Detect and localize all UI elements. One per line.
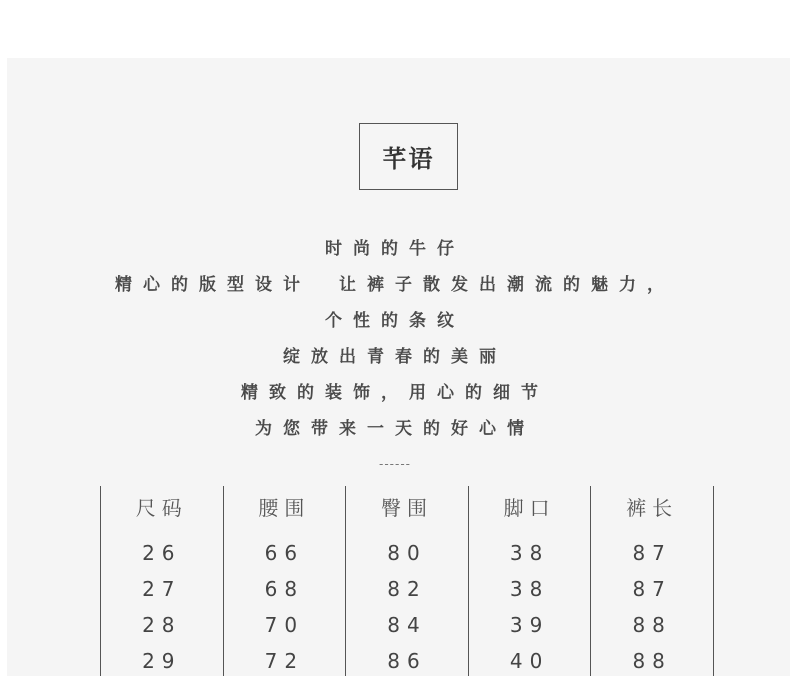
size-table bbox=[100, 486, 714, 676]
table-cell: 38 bbox=[509, 577, 550, 601]
table-cell: 39 bbox=[509, 613, 550, 637]
table-cell: 28 bbox=[142, 613, 182, 637]
hip-column bbox=[345, 486, 468, 676]
column-header: 腰围 bbox=[258, 496, 311, 520]
table-cell: 88 bbox=[632, 649, 672, 673]
leg-opening-column bbox=[468, 486, 591, 676]
intro-line-4: 绽放出青春的美丽 bbox=[283, 347, 507, 367]
table-cell: 27 bbox=[142, 577, 182, 601]
table-cell: 40 bbox=[509, 649, 550, 673]
table-cell: 84 bbox=[387, 613, 427, 637]
table-cell: 38 bbox=[509, 541, 550, 565]
intro-line-1: 时尚的牛仔 bbox=[325, 239, 465, 259]
table-cell: 82 bbox=[387, 577, 427, 601]
waist-column bbox=[223, 486, 346, 676]
table-cell: 70 bbox=[264, 613, 305, 637]
intro-line-6: 为您带来一天的好心情 bbox=[255, 419, 535, 439]
pants-length-column bbox=[590, 486, 714, 676]
intro-line-5: 精致的装饰，用心的细节 bbox=[241, 383, 549, 403]
table-cell: 87 bbox=[632, 541, 672, 565]
table-cell: 26 bbox=[142, 541, 182, 565]
table-cell: 29 bbox=[142, 649, 182, 673]
table-cell: 68 bbox=[264, 577, 305, 601]
table-cell: 72 bbox=[264, 649, 305, 673]
table-cell: 87 bbox=[632, 577, 672, 601]
brand-title: 芊语 bbox=[359, 123, 458, 190]
table-cell: 80 bbox=[387, 541, 427, 565]
table-cell: 88 bbox=[632, 613, 672, 637]
table-cell: 86 bbox=[387, 649, 427, 673]
size-column bbox=[100, 486, 223, 676]
column-header: 脚口 bbox=[503, 496, 556, 520]
column-header: 臀围 bbox=[380, 496, 433, 520]
column-header: 尺码 bbox=[135, 496, 188, 520]
table-cell: 66 bbox=[264, 541, 305, 565]
intro-line-2: 精心的版型设计 让裤子散发出潮流的魅力， bbox=[115, 275, 675, 295]
section-divider: ------ bbox=[379, 457, 411, 471]
intro-line-3: 个性的条纹 bbox=[325, 311, 465, 331]
column-header: 裤长 bbox=[626, 496, 679, 520]
